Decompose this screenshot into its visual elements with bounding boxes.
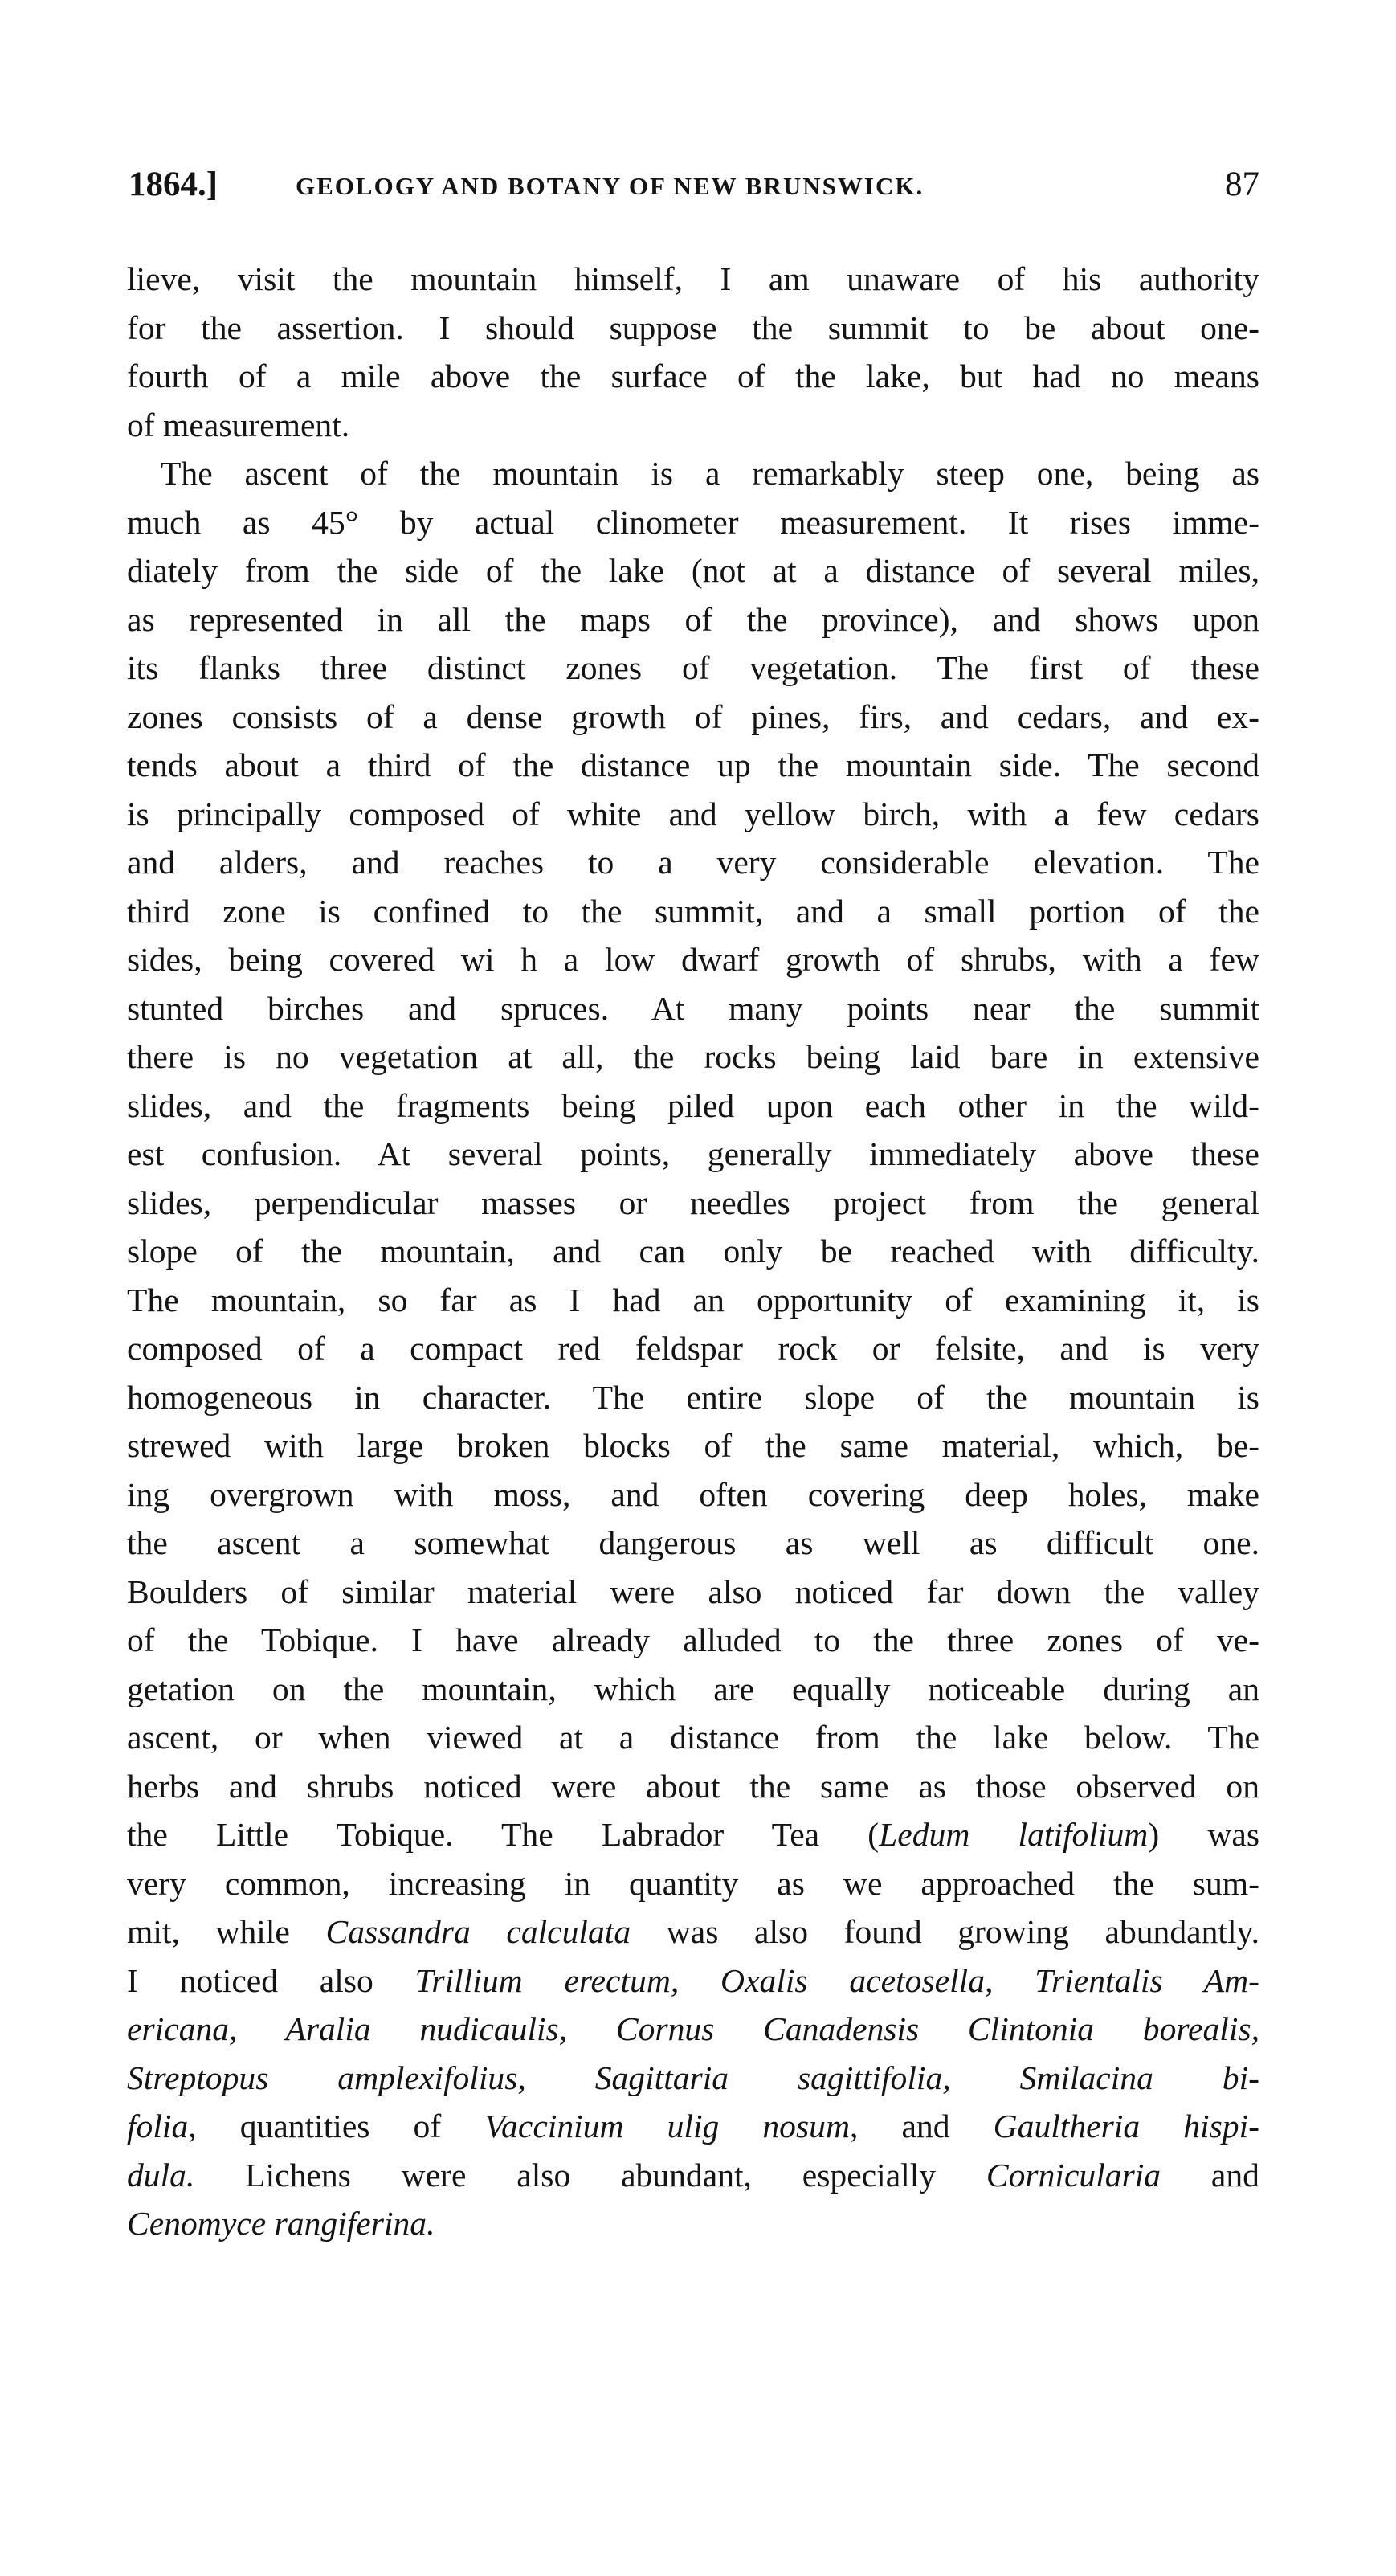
text-line: is principally composed of white and yellow birch, with a few cedars [127, 795, 1259, 832]
text-line: for the assertion. I should suppose the summit to be about one- [127, 309, 1259, 346]
text-line: dula. Lichens were also abundant, especially Cornicularia and [127, 2156, 1259, 2194]
text-line [127, 2199, 1259, 2248]
header-title: GEOLOGY AND BOTANY OF NEW BRUNSWICK. [296, 172, 925, 200]
text-line: Boulders of similar material were also noticed far down the valley [127, 1572, 1259, 1610]
text-line: herbs and shrubs noticed were about the same as those observed on [127, 1767, 1259, 1805]
text-line: zones consists of a dense growth of pines, firs, and cedars, and ex- [127, 697, 1259, 735]
running-head [127, 157, 1259, 213]
species-name: Vaccinium ulig nosum [484, 2108, 850, 2145]
species-name: Gaultheria hispi- [993, 2108, 1259, 2145]
text-line: diately from the side of the lake (not at a distance of several miles, [127, 552, 1259, 589]
text-line: est confusion. At several points, generally immediately above these [127, 1135, 1259, 1172]
page-number: 87 [1225, 166, 1259, 203]
text-line: sides, being covered wi h a low dwarf growth of shrubs, with a few [127, 941, 1259, 978]
text-line: fourth of a mile above the surface of the lake, but had no means [127, 358, 1259, 395]
text-line: of measurement. [127, 406, 350, 444]
text-line: strewed with large broken blocks of the same material, which, be- [127, 1427, 1259, 1464]
text-line: slides, and the fragments being piled upon each other in the wild- [127, 1086, 1259, 1124]
text-line: third zone is confined to the summit, and a small portion of the [127, 892, 1259, 930]
text-line: slope of the mountain, and can only be reached with difficulty. [127, 1233, 1259, 1270]
text-line: homogeneous in character. The entire slope of the mountain is [127, 1378, 1259, 1416]
text-line: of the Tobique. I have already alluded to the three zones of ve- [127, 1621, 1259, 1658]
text-line: slides, perpendicular masses or needles project from the general [127, 1184, 1259, 1221]
text-line [127, 2005, 1259, 2054]
text-line: tends about a third of the distance up the mountain side. The second [127, 746, 1259, 783]
species-name: Cassandra calculata [325, 1913, 631, 1950]
text-line: ascent, or when viewed at a distance from the lake below. The [127, 1719, 1259, 1756]
text-line: stunted birches and spruces. At many points near the summit [127, 989, 1259, 1027]
species-name: Cenomyce rangiferina. [127, 2205, 435, 2242]
text-line: the ascent a somewhat dangerous as well as difficult one. [127, 1524, 1259, 1561]
text-line: I noticed also Trillium erectum, Oxalis acetosella, Trientalis Am- [127, 1961, 1259, 1999]
species-name: ericana, Aralia nudicaulis, Cornus Canadensis Clintonia borealis, [127, 2010, 1259, 2047]
text-line: its flanks three distinct zones of vegetation. The first of these [127, 649, 1259, 686]
text-line: and alders, and reaches to a very considerable elevation. The [127, 844, 1259, 881]
paragraph-start-line: The ascent of the mountain is a remarkably steep one, being as [161, 455, 1259, 492]
header-year: 1864.] [129, 166, 218, 203]
species-name: Ledum latifolium [879, 1816, 1149, 1853]
species-name: Streptopus amplexifolius, Sagittaria sagittifolia, Smilacina bi- [127, 2059, 1259, 2096]
text-line: getation on the mountain, which are equally noticeable during an [127, 1670, 1259, 1707]
text-line: as represented in all the maps of the province), and shows upon [127, 600, 1259, 638]
species-name: folia [127, 2108, 189, 2145]
text-line: the Little Tobique. The Labrador Tea (Ledum latifolium) was [127, 1816, 1259, 1853]
body-text [127, 255, 1259, 2248]
species-name: dula. [127, 2156, 195, 2194]
species-name: Cornicularia [986, 2156, 1161, 2194]
text-line: ing overgrown with moss, and often covering deep holes, make [127, 1475, 1259, 1513]
text-line: lieve, visit the mountain himself, I am unaware of his authority [127, 260, 1259, 297]
text-line: there is no vegetation at all, the rocks being laid bare in extensive [127, 1038, 1259, 1075]
book-page [127, 157, 1259, 2248]
text-line: much as 45° by actual clinometer measurement. It rises imme- [127, 503, 1259, 541]
text-line: composed of a compact red feldspar rock or felsite, and is very [127, 1330, 1259, 1367]
text-line: The mountain, so far as I had an opportunity of examining it, is [127, 1281, 1259, 1319]
text-line [127, 2054, 1259, 2103]
text-line: mit, while Cassandra calculata was also found growing abundantly. [127, 1913, 1259, 1950]
text-line: very common, increasing in quantity as we approached the sum- [127, 1864, 1259, 1902]
species-name: Trillium erectum, Oxalis acetosella, Trientalis Am- [414, 1961, 1259, 1999]
text-line: folia, quantities of Vaccinium ulig nosum, and Gaultheria hispi- [127, 2108, 1259, 2145]
